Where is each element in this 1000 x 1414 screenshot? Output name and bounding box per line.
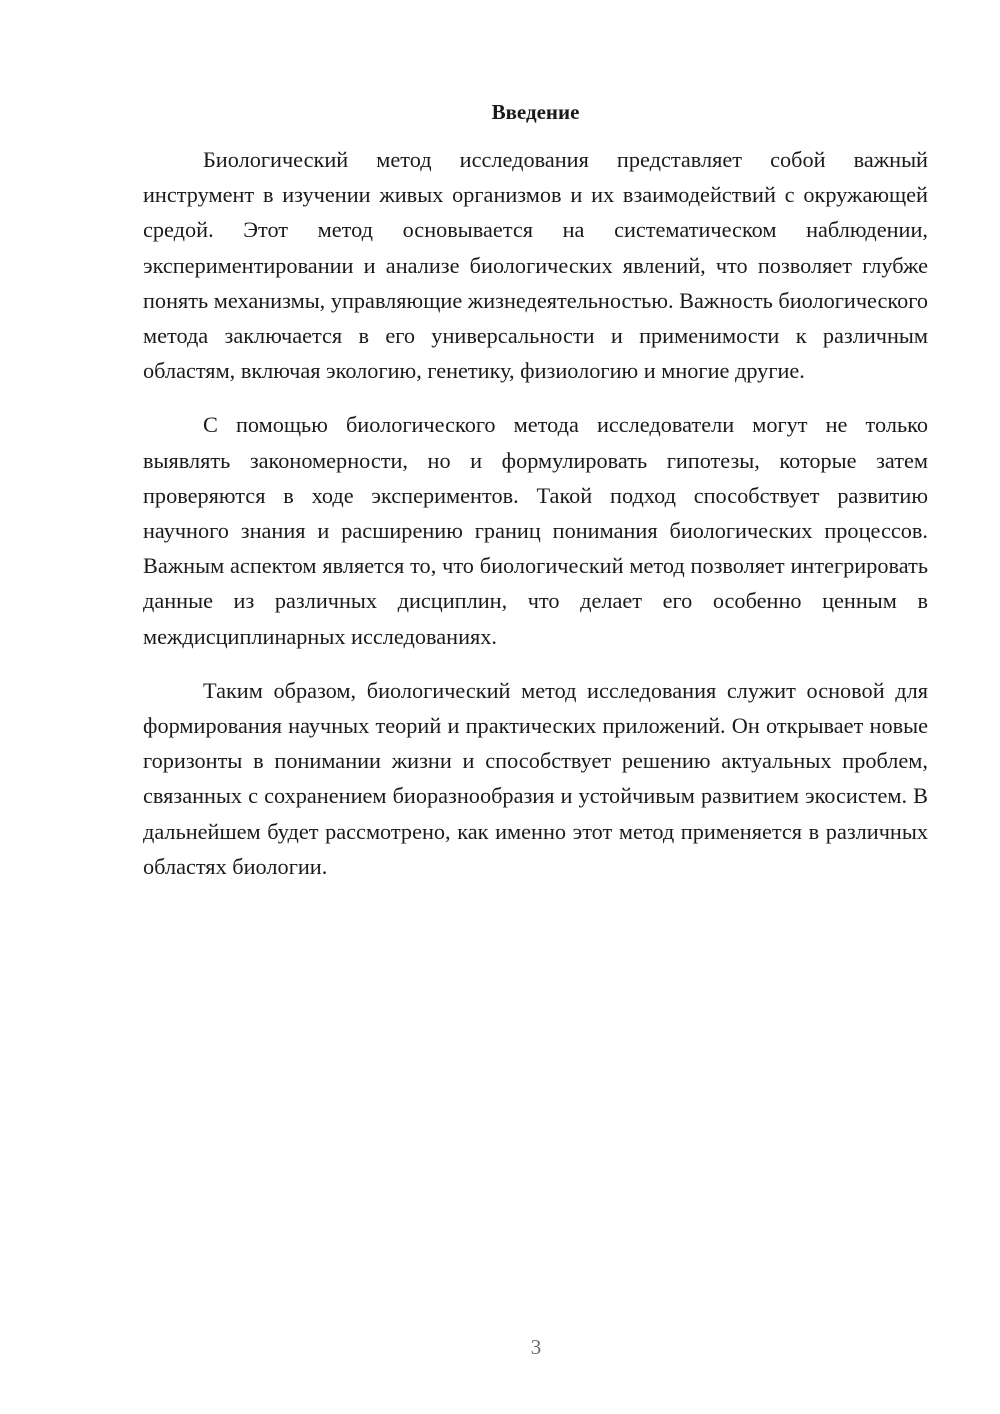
page-number: 3 <box>530 1335 542 1359</box>
paragraph-3: Таким образом, биологический метод исследования служит основой для формирования научных теорий и практических приложений. Он открывает новые горизонты в понимании жизни и способствует решению актуальных проблем, связанных с сохранением биоразнообразия и устойчивым развитием экосистем. В дальнейшем будет рассмотрено, как именно этот метод применяется в различных областях биологии. <box>143 677 928 879</box>
section-heading: Введение <box>491 100 580 124</box>
body-text <box>143 142 928 903</box>
paragraph-2: С помощью биологического метода исследователи могут не только выявлять закономерности, но и формулировать гипотезы, которые затем проверяются в ходе экспериментов. Такой подход способствует развитию научного знания и расширению границ понимания биологических процессов. Важным аспектом является то, что биологический метод позволяет интегрировать данные из различных дисциплин, что делает его особенно ценным в междисциплинарных исследованиях. <box>143 412 928 649</box>
paragraph-1: Биологический метод исследования представляет собой важный инструмент в изучении живых организмов и их взаимодействий с окружающей средой. Этот метод основывается на систематическом наблюдении, экспериментировании и анализе биологических явлений, что позволяет глубже понять механизмы, управляющие жизнедеятельностью. Важность биологического метода заключается в его универсальности и применимости к различным областям, включая экологию, генетику, физиологию и многие другие. <box>143 147 928 384</box>
